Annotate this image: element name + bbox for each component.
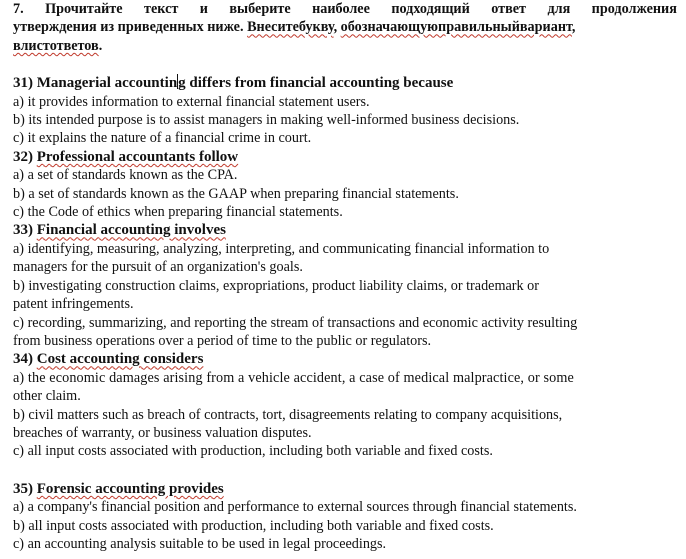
question-33-option: a) identifying, measuring, analyzing, interpreting, and communicating financial information to (13, 240, 550, 257)
spellcheck-word: влистответов (13, 37, 99, 54)
spellcheck-word: Внеситебукву (247, 19, 334, 36)
question-31-option: a) it provides information to external financial statement users. (13, 93, 370, 110)
question-35-option: a) a company's financial position and performance to external sources through financial statements. (13, 499, 577, 516)
question-32-heading (13, 148, 677, 166)
question-31-option: c) it explains the nature of a financial crime in court. (13, 130, 312, 147)
question-title: Managerial accounting differs from financial accounting because (36, 75, 454, 92)
question-34-option: b) civil matters such as breach of contracts, tort, disagreements relating to company acquisitions, (13, 406, 563, 423)
question-number: 34) (13, 351, 33, 368)
question-33-option: b) investigating construction claims, expropriations, product liability claims, or trademark or (13, 277, 539, 294)
question-34-option: breaches of warranty, or business valuation disputes. (13, 424, 312, 441)
question-33-heading (13, 221, 677, 239)
task-instruction-line-1: 7. Прочитайте текст и выберите наиболее подходящий ответ для продолжения (13, 1, 677, 17)
question-35-option: b) all input costs associated with production, including both variable and fixed costs. (13, 517, 494, 534)
blank-line (13, 461, 677, 480)
question-32-option: c) the Code of ethics when preparing financial statements. (13, 204, 343, 221)
question-number: 32) (13, 148, 33, 165)
question-33-option: patent infringements. (13, 296, 134, 313)
question-33-option: managers for the pursuit of an organization's goals. (13, 259, 303, 276)
document-page (13, 0, 677, 553)
task-number: 7. (13, 1, 24, 17)
question-34-heading (13, 350, 677, 368)
question-35-option: c) an accounting analysis suitable to be used in legal proceedings. (13, 535, 387, 552)
question-number: 31) (13, 75, 33, 92)
task-instruction-line-2: утверждения из приведенных ниже. Внеситебукву, обозначающуюправильныйвариант, (13, 19, 576, 36)
question-title: Professional accountants follow (36, 148, 239, 165)
spellcheck-word: обозначающуюправильныйвариант (340, 19, 572, 36)
question-title: Forensic accounting provides (36, 480, 224, 497)
question-32-option: b) a set of standards known as the GAAP when preparing financial statements. (13, 185, 459, 202)
question-31-heading (13, 74, 677, 92)
question-34-option: a) the economic damages arising from a vehicle accident, a case of medical malpractice, or some (13, 369, 574, 386)
blank-line (13, 55, 677, 74)
question-33-option: c) recording, summarizing, and reporting the stream of transactions and economic activity resulting (13, 314, 578, 331)
question-number: 35) (13, 480, 33, 497)
text-cursor (177, 74, 178, 89)
question-35-heading (13, 480, 677, 498)
question-33-option: from business operations over a period of time to the public or regulators. (13, 332, 432, 349)
question-title: Cost accounting considers (36, 351, 204, 368)
question-34-option: other claim. (13, 388, 81, 405)
question-34-option: c) all input costs associated with production, including both variable and fixed costs. (13, 443, 493, 460)
task-instruction-line-3: влистответов. (13, 37, 103, 54)
question-title: Financial accounting involves (36, 222, 226, 239)
question-32-option: a) a set of standards known as the CPA. (13, 167, 238, 184)
question-31-option: b) its intended purpose is to assist managers in making well-informed business decisions. (13, 112, 520, 129)
question-number: 33) (13, 222, 33, 239)
